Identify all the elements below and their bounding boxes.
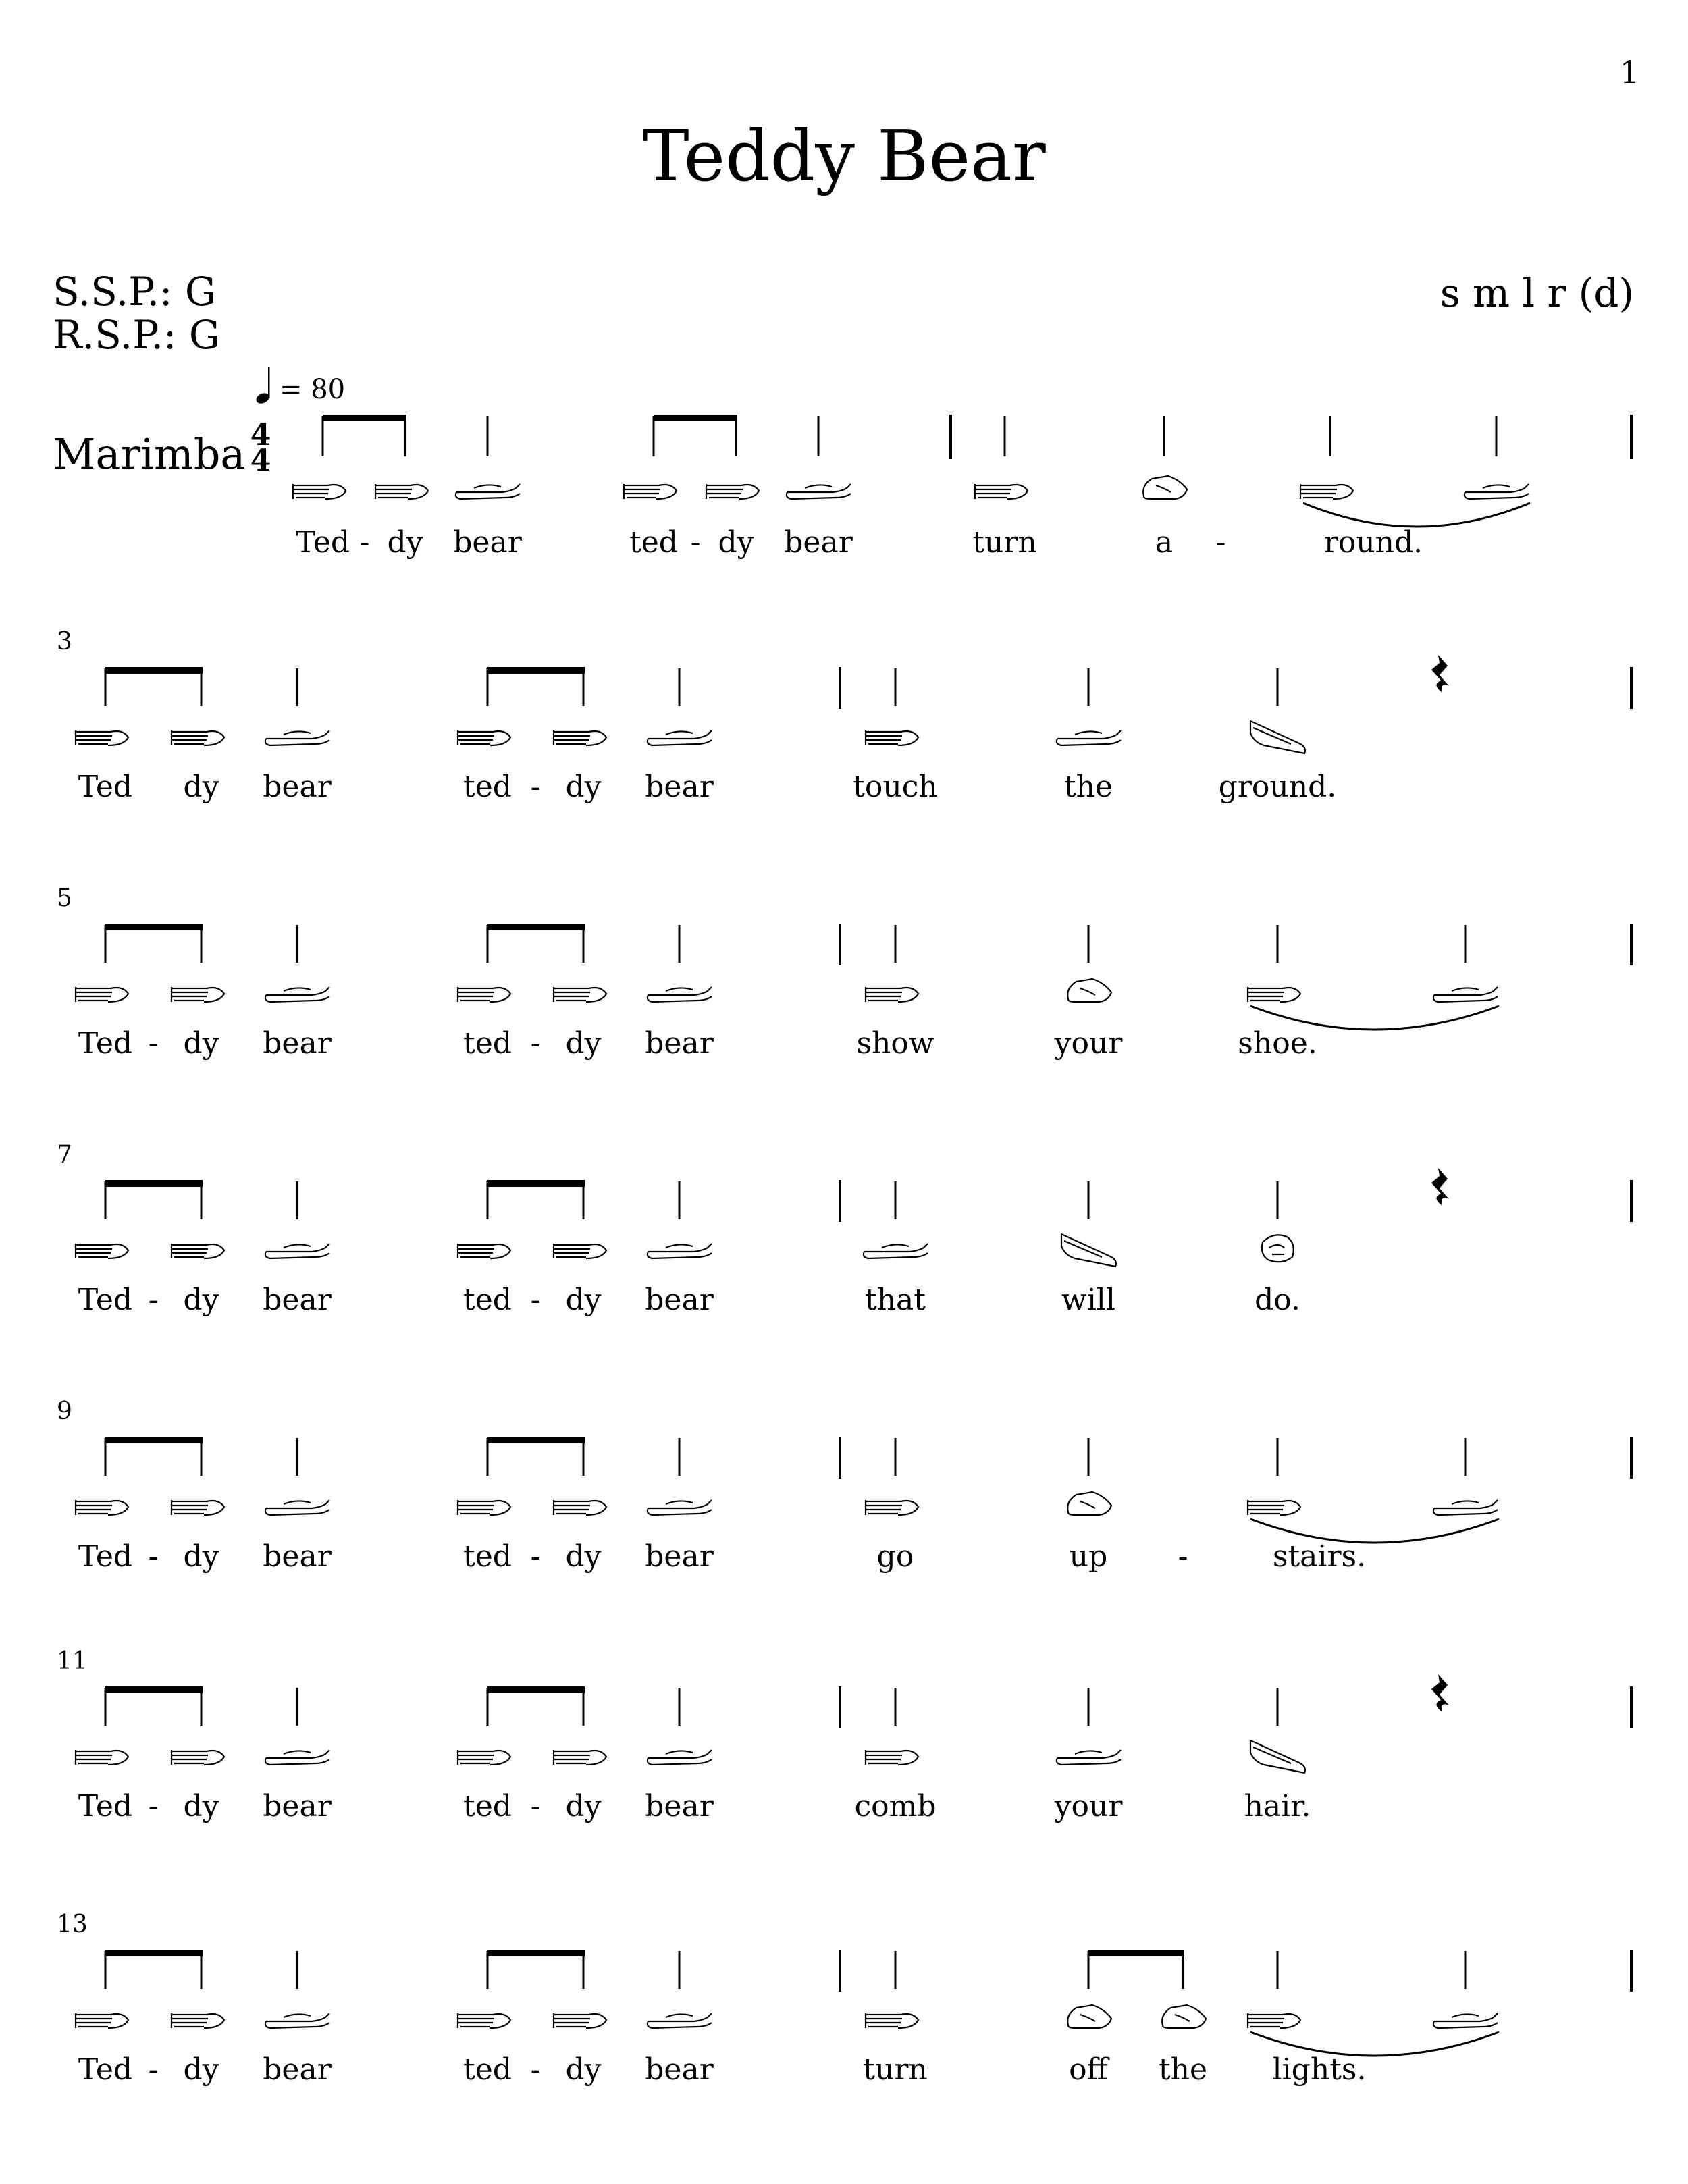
lyric-syllable: ted — [463, 770, 512, 804]
lyric-syllable: bear — [645, 1026, 714, 1061]
lyric-syllable: bear — [263, 770, 332, 804]
hand-sign-r — [1061, 1234, 1116, 1267]
lyric-hyphen: - — [530, 1026, 541, 1061]
beam — [487, 924, 585, 930]
time-signature-top: 4 — [250, 418, 271, 452]
slur — [1303, 503, 1530, 527]
notation-staff — [0, 1397, 1688, 1614]
hand-sign-d — [1262, 1235, 1294, 1262]
beam — [487, 667, 585, 674]
lyric-syllable: ted — [629, 525, 678, 560]
beam — [654, 415, 737, 421]
lyric-syllable: touch — [853, 770, 938, 804]
lyric-syllable: bear — [453, 525, 522, 560]
lyric-hyphen: - — [148, 2052, 159, 2087]
lyric-syllable: show — [856, 1026, 934, 1061]
measure-number: 13 — [57, 1911, 88, 1938]
hand-sign-l — [1067, 1492, 1111, 1515]
lyric-syllable: your — [1054, 1789, 1123, 1823]
lyric-syllable: dy — [183, 1789, 219, 1823]
lyric-syllable: go — [876, 1539, 914, 1574]
notation-staff — [0, 378, 1688, 594]
score-system — [0, 1397, 1688, 1614]
lyric-syllable: will — [1061, 1283, 1115, 1317]
lyric-syllable: stairs. — [1272, 1539, 1367, 1574]
hand-sign-s — [76, 2013, 128, 2028]
beam — [105, 1437, 203, 1443]
hand-sign-m — [648, 1244, 712, 1258]
lyric-hyphen: - — [530, 1789, 541, 1823]
lyric-syllable: that — [865, 1283, 926, 1317]
hand-sign-s — [458, 2013, 510, 2028]
hand-sign-s — [458, 1750, 510, 1765]
lyric-hyphen: - — [530, 2052, 541, 2087]
hand-sign-s — [866, 730, 918, 745]
hand-sign-m — [864, 1244, 928, 1258]
lyric-syllable: round. — [1323, 525, 1423, 560]
beam — [323, 415, 406, 421]
lyric-hyphen: - — [1215, 525, 1226, 560]
hand-sign-m — [265, 1244, 329, 1258]
lyric-syllable: do. — [1255, 1283, 1300, 1317]
lyric-hyphen: - — [530, 770, 541, 804]
hand-sign-m — [265, 987, 329, 1002]
lyric-syllable: Ted — [78, 770, 133, 804]
notation-staff — [0, 1647, 1688, 1863]
notation-staff — [0, 1141, 1688, 1357]
lyric-syllable: dy — [565, 1283, 602, 1317]
lyric-syllable: bear — [263, 1026, 332, 1061]
hand-sign-m — [1465, 484, 1529, 499]
lyric-syllable: ted — [463, 2052, 512, 2087]
hand-sign-s — [172, 1750, 224, 1765]
hand-sign-m — [1057, 730, 1121, 745]
lyric-syllable: dy — [565, 1026, 602, 1061]
beam — [487, 1686, 585, 1693]
lyric-hyphen: - — [1178, 1539, 1188, 1574]
lyric-syllable: shoe. — [1238, 1026, 1317, 1061]
hand-sign-s — [1248, 987, 1300, 1002]
hand-sign-r — [1250, 1740, 1305, 1773]
lyric-syllable: bear — [645, 1283, 714, 1317]
hand-sign-s — [624, 484, 677, 499]
lyric-syllable: Ted — [78, 1283, 133, 1317]
hand-sign-m — [1057, 1750, 1121, 1765]
lyric-syllable: bear — [263, 1539, 332, 1574]
lyric-syllable: Ted — [295, 525, 350, 560]
notation-staff — [0, 1911, 1688, 2127]
lyric-syllable: off — [1069, 2052, 1108, 2087]
lyric-syllable: dy — [183, 1283, 219, 1317]
hand-sign-s — [554, 1500, 606, 1515]
hand-sign-s — [172, 1500, 224, 1515]
hand-sign-s — [866, 2013, 918, 2028]
score-system — [0, 1141, 1688, 1357]
lyric-hyphen: - — [148, 1026, 159, 1061]
hand-sign-m — [265, 1750, 329, 1765]
lyric-syllable: bear — [263, 1283, 332, 1317]
hand-sign-m — [456, 484, 520, 499]
hand-sign-m — [648, 730, 712, 745]
lyric-syllable: turn — [863, 2052, 928, 2087]
measure-number: 5 — [57, 884, 72, 912]
hand-sign-s — [293, 484, 346, 499]
lyric-syllable: Ted — [78, 1539, 133, 1574]
hand-sign-s — [554, 730, 606, 745]
beam — [105, 924, 203, 930]
hand-sign-m — [648, 1500, 712, 1515]
lyric-syllable: dy — [565, 770, 602, 804]
hand-sign-s — [375, 484, 428, 499]
lyric-syllable: dy — [183, 1539, 219, 1574]
hand-sign-m — [648, 2013, 712, 2028]
hand-sign-s — [1248, 1500, 1300, 1515]
hand-sign-s — [554, 987, 606, 1002]
beam — [105, 1950, 203, 1956]
quarter-rest — [1431, 1168, 1449, 1206]
notation-staff — [0, 884, 1688, 1100]
lyric-syllable: dy — [387, 525, 423, 560]
hand-sign-s — [172, 2013, 224, 2028]
lyric-syllable: ted — [463, 1026, 512, 1061]
measure-number: 9 — [57, 1397, 72, 1425]
beam — [105, 1180, 203, 1187]
lyric-syllable: ted — [463, 1789, 512, 1823]
score-system — [0, 628, 1688, 844]
hand-sign-s — [76, 730, 128, 745]
lyric-syllable: bear — [645, 1539, 714, 1574]
hand-sign-s — [554, 1244, 606, 1258]
starting-pitch-info — [53, 270, 220, 356]
lyric-syllable: ted — [463, 1539, 512, 1574]
lyric-syllable: up — [1069, 1539, 1108, 1574]
hand-sign-m — [787, 484, 851, 499]
lyric-hyphen: - — [148, 1539, 159, 1574]
hand-sign-s — [458, 1244, 510, 1258]
lyric-syllable: Ted — [78, 2052, 133, 2087]
page-number: 1 — [1619, 54, 1639, 90]
beam — [487, 1437, 585, 1443]
hand-sign-s — [172, 1244, 224, 1258]
score-system — [0, 378, 1688, 594]
score-system — [0, 1647, 1688, 1863]
lyric-syllable: bear — [263, 1789, 332, 1823]
hand-sign-s — [76, 1500, 128, 1515]
hand-sign-m — [648, 1750, 712, 1765]
lyric-syllable: bear — [784, 525, 853, 560]
beam — [487, 1950, 585, 1956]
hand-sign-s — [866, 987, 918, 1002]
lyric-syllable: dy — [183, 770, 219, 804]
hand-sign-r — [1250, 721, 1305, 753]
beam — [1088, 1950, 1184, 1956]
hand-sign-s — [76, 1750, 128, 1765]
beam — [105, 667, 203, 674]
lyric-syllable: bear — [645, 770, 714, 804]
lyric-syllable: lights. — [1272, 2052, 1367, 2087]
hand-sign-m — [1433, 987, 1498, 1002]
hand-sign-m — [1433, 2013, 1498, 2028]
lyric-hyphen: - — [530, 1539, 541, 1574]
hand-sign-s — [458, 1500, 510, 1515]
hand-sign-l — [1067, 979, 1111, 1002]
lyric-syllable: bear — [263, 2052, 332, 2087]
hand-sign-s — [172, 987, 224, 1002]
measure-number: 11 — [57, 1647, 88, 1675]
hand-sign-s — [866, 1500, 918, 1515]
lyric-syllable: dy — [183, 2052, 219, 2087]
hand-sign-l — [1143, 476, 1187, 499]
lyric-hyphen: - — [148, 1789, 159, 1823]
hand-sign-s — [172, 730, 224, 745]
lyric-syllable: Ted — [78, 1026, 133, 1061]
measure-number: 3 — [57, 628, 72, 656]
lyric-syllable: dy — [565, 2052, 602, 2087]
quarter-rest — [1431, 655, 1449, 693]
beam — [487, 1180, 585, 1187]
tempo-value: = 80 — [280, 374, 346, 405]
lyric-syllable: dy — [565, 1789, 602, 1823]
lyric-hyphen: - — [148, 1283, 159, 1317]
lyric-hyphen: - — [690, 525, 701, 560]
lyric-syllable: dy — [565, 1539, 602, 1574]
lyric-syllable: hair. — [1244, 1789, 1311, 1823]
hand-sign-s — [975, 484, 1028, 499]
lyric-syllable: bear — [645, 1789, 714, 1823]
hand-sign-s — [554, 2013, 606, 2028]
lyric-syllable: ground. — [1218, 770, 1337, 804]
measure-number: 7 — [57, 1141, 72, 1169]
lyric-syllable: Ted — [78, 1789, 133, 1823]
song-title: Teddy Bear — [642, 115, 1046, 197]
lyric-syllable: turn — [972, 525, 1037, 560]
hand-sign-s — [554, 1750, 606, 1765]
lyric-syllable: the — [1063, 770, 1113, 804]
hand-sign-l — [1067, 2005, 1111, 2028]
hand-sign-s — [866, 1750, 918, 1765]
hand-sign-s — [76, 987, 128, 1002]
score-system — [0, 1911, 1688, 2127]
notation-staff — [0, 628, 1688, 844]
score-system — [0, 884, 1688, 1100]
lyric-syllable: bear — [645, 2052, 714, 2087]
hand-sign-m — [1433, 1500, 1498, 1515]
lyric-hyphen: - — [530, 1283, 541, 1317]
lyric-syllable: ted — [463, 1283, 512, 1317]
hand-sign-m — [265, 730, 329, 745]
solfege-set: s m l r (d) — [1440, 270, 1634, 316]
lyric-syllable: dy — [183, 1026, 219, 1061]
lyric-syllable: a — [1155, 525, 1173, 560]
time-signature-bottom: 4 — [250, 444, 271, 478]
ssp-label: S.S.P.: G — [53, 269, 217, 315]
hand-sign-s — [1248, 2013, 1300, 2028]
lyric-syllable: the — [1158, 2052, 1208, 2087]
lyric-syllable: your — [1054, 1026, 1123, 1061]
beam — [105, 1686, 203, 1693]
hand-sign-m — [265, 1500, 329, 1515]
lyric-syllable: comb — [854, 1789, 937, 1823]
lyric-hyphen: - — [359, 525, 370, 560]
hand-sign-s — [1300, 484, 1353, 499]
hand-sign-s — [706, 484, 759, 499]
hand-sign-m — [265, 2013, 329, 2028]
hand-sign-s — [76, 1244, 128, 1258]
quarter-rest — [1431, 1674, 1449, 1712]
hand-sign-l — [1162, 2005, 1206, 2028]
hand-sign-s — [458, 987, 510, 1002]
hand-sign-m — [648, 987, 712, 1002]
hand-sign-s — [458, 730, 510, 745]
instrument-name: Marimba — [53, 429, 246, 479]
rsp-label: R.S.P.: G — [53, 312, 221, 358]
lyric-syllable: dy — [718, 525, 754, 560]
